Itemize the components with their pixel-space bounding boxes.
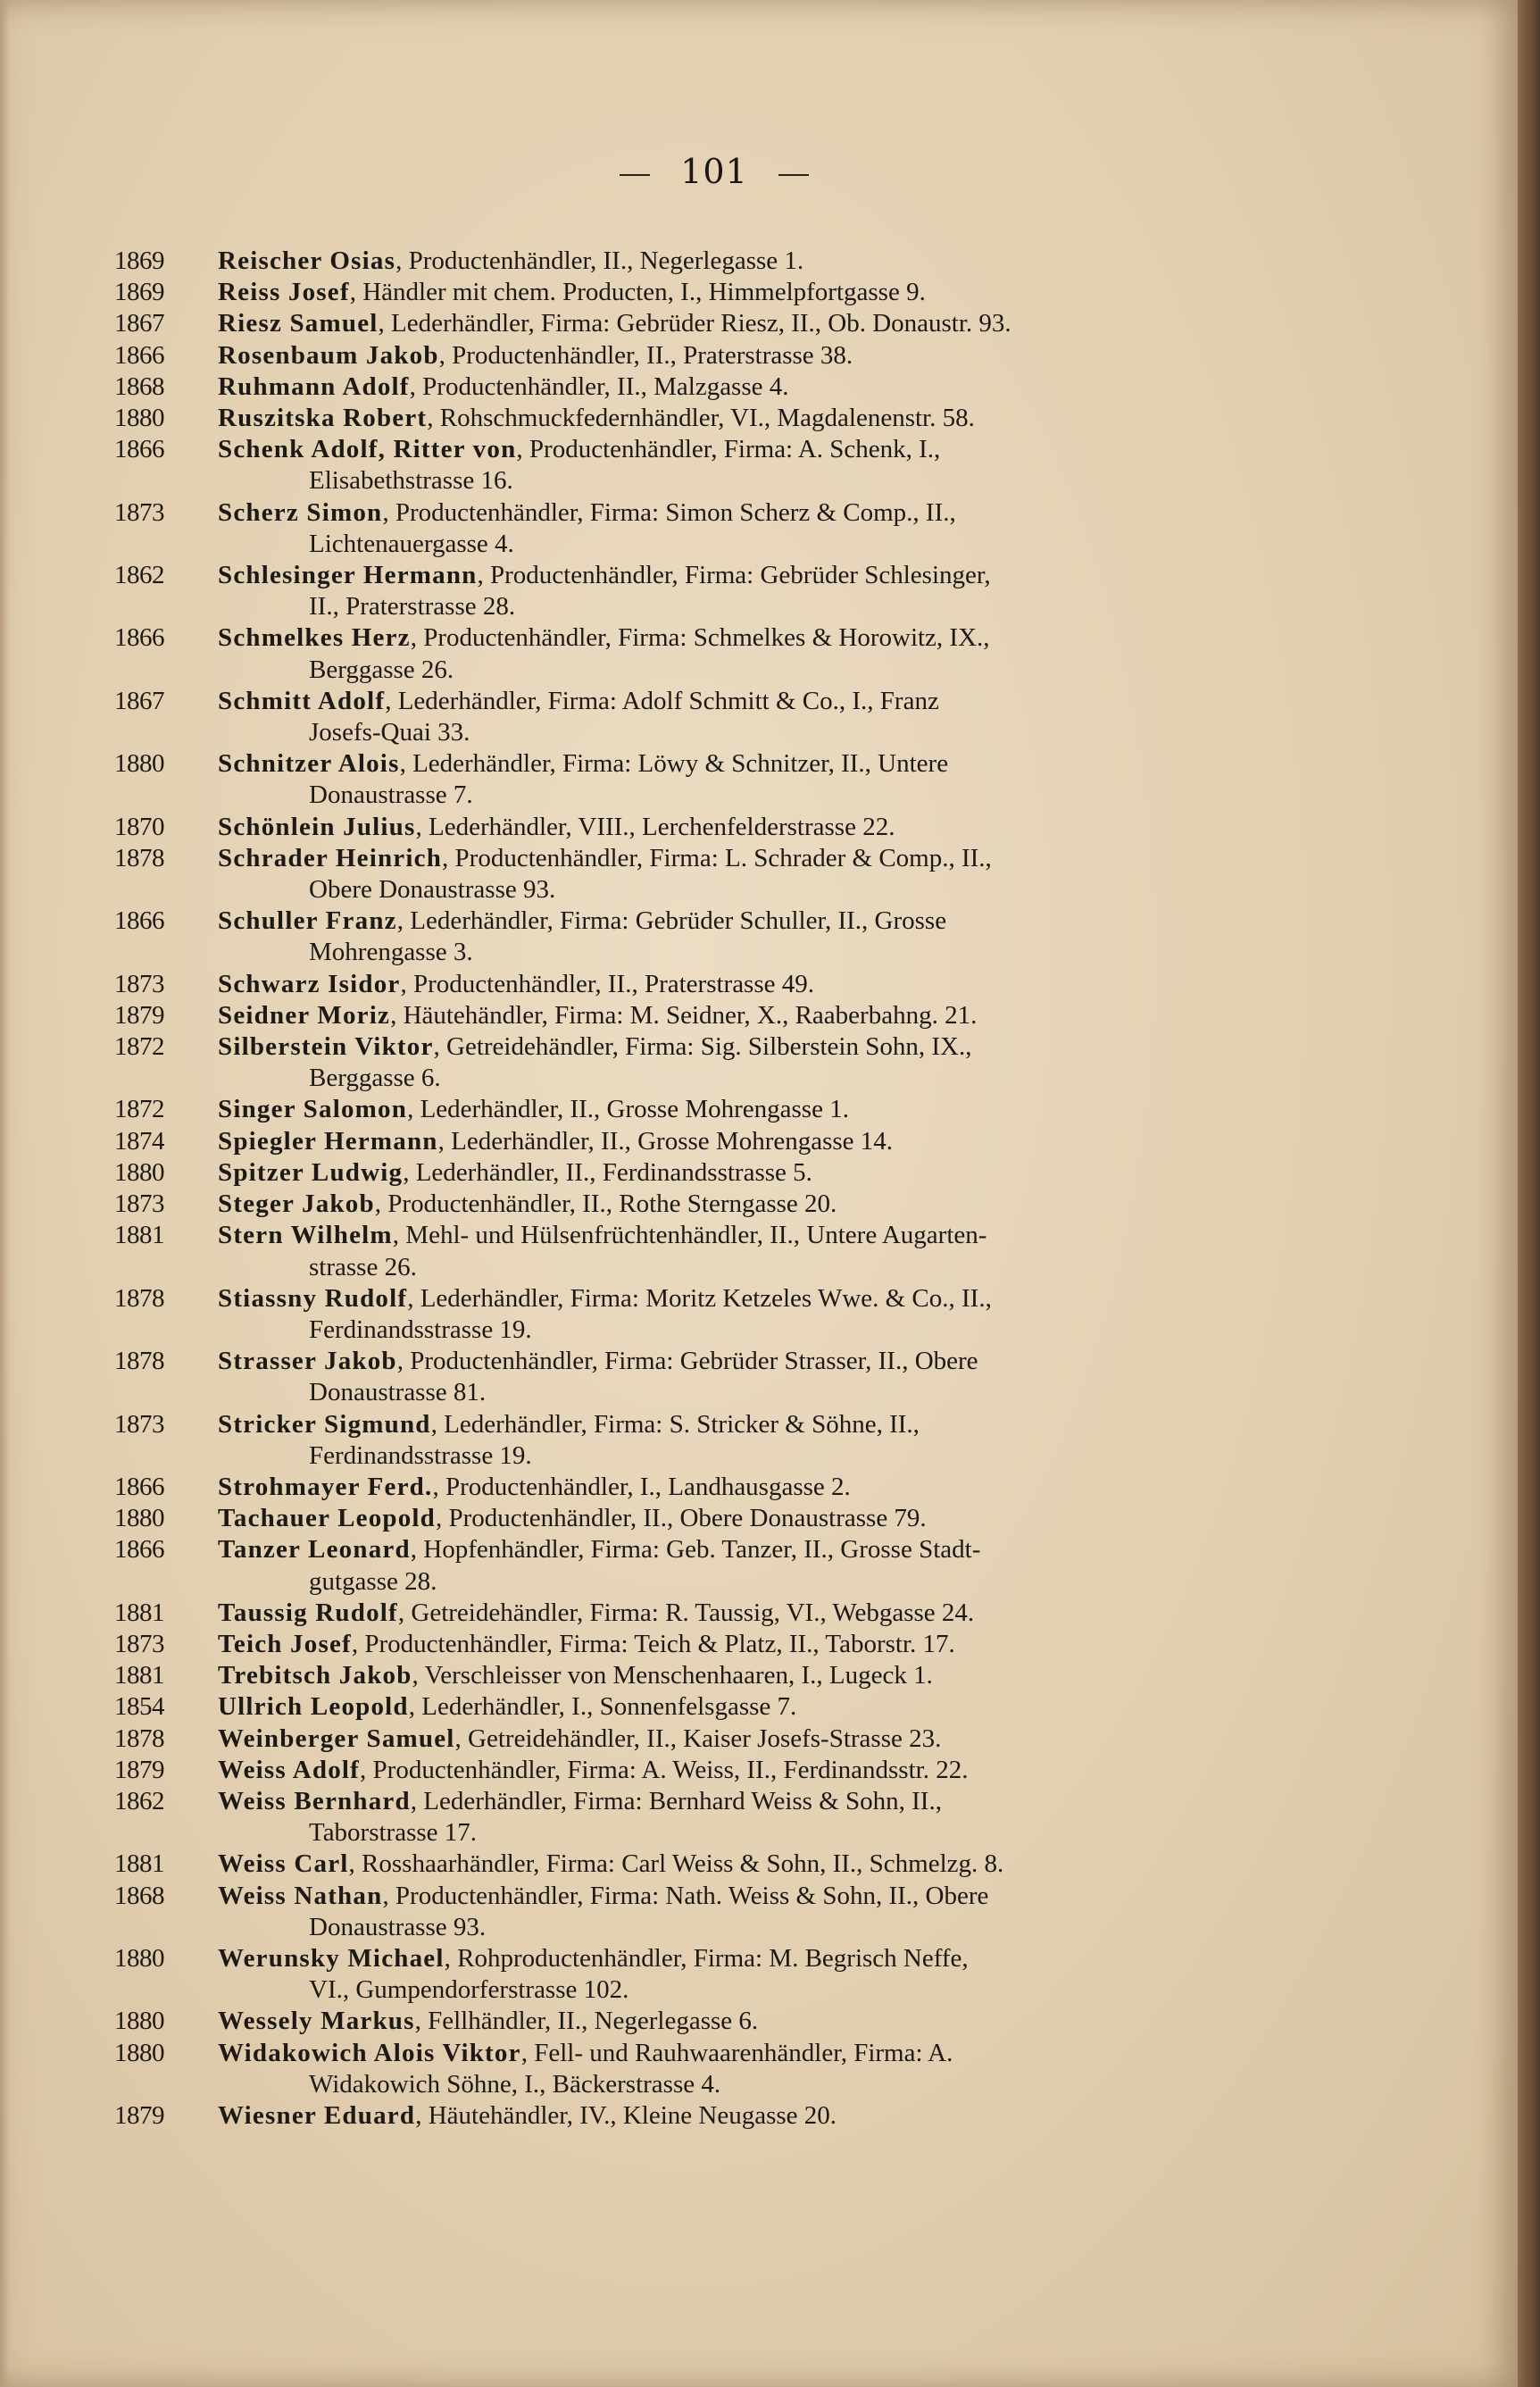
entry-year: 1872 [114,1032,164,1062]
page-gutter [0,0,9,2387]
entry-name: Taussig Rudolf [218,1598,398,1627]
entry-text [218,1126,1275,1157]
entry-description: , Rohproductenhändler, Firma: M. Begrisch Neffe, [444,1943,969,1973]
directory-entry [114,622,1275,685]
entry-name: Weiss Bernhard [218,1786,411,1815]
entry-name: Rosenbaum Jakob [218,340,439,370]
entry-description: , Lederhändler, II., Ferdinandsstrasse 5. [403,1157,812,1187]
entry-description: , Lederhändler, II., Grosse Mohrengasse 14. [437,1126,894,1156]
entry-continuation: Donaustrasse 81. [309,1378,487,1407]
directory-entry [114,308,1275,339]
entry-text [218,2100,1275,2132]
entry-description: , Productenhändler, Firma: Nath. Weiss & Sohn, II., Obere [382,1881,989,1910]
entry-description: , Getreidehändler, Firma: R. Taussig, VI., Webgasse 24. [397,1598,975,1627]
entry-description: , Productenhändler, Firma: Teich & Platz, II., Taborstr. 17. [351,1629,955,1658]
entry-name: Ruhmann Adolf [218,371,410,401]
entry-name: Wessely Markus [218,2007,415,2036]
entry-description: , Rosshaarhändler, Firma: Carl Weiss & Sohn, II., Schmelzg. 8. [348,1849,1004,1879]
entry-description: , Häutehändler, IV., Kleine Neugasse 20. [415,2100,837,2130]
directory-entry [114,969,1275,1000]
entry-name: Strasser Jakob [218,1347,397,1376]
entry-year: 1873 [114,1629,164,1658]
entry-name: Silberstein Viktor [218,1032,434,1062]
entry-text [218,1503,1275,1534]
entry-description: , Mehl- und Hülsenfrüchtenhändler, II., Untere Augarten- [392,1221,987,1250]
entry-name: Tanzer Leonard [218,1535,411,1565]
entry-text [218,308,1275,339]
entry-year: 1866 [114,340,164,370]
entry-year: 1880 [114,1504,164,1533]
entry-year: 1873 [114,1409,164,1439]
entry-continuation: VI., Gumpendorferstrasse 102. [309,1975,629,2005]
entry-text [218,371,1275,403]
entry-description: , Lederhändler, Firma: S. Stricker & Söhne, II., [430,1409,920,1439]
entry-year: 1874 [114,1126,164,1156]
entry-year: 1878 [114,1347,164,1376]
entry-name: Seidner Moriz [218,1000,391,1030]
entry-text [218,1881,1275,1943]
entry-continuation: strasse 26. [309,1252,417,1281]
directory-entry [114,2100,1275,2132]
directory-entry [114,403,1275,434]
entry-name: Schenk Adolf, Ritter von [218,435,517,464]
entry-description: , Lederhändler, II., Grosse Mohrengasse 1. [407,1095,849,1124]
entry-name: Spitzer Ludwig [218,1157,404,1187]
entry-description: , Productenhändler, II., Negerlegasse 1. [395,246,804,275]
entry-description: , Getreidehändler, II., Kaiser Josefs-Strasse 23. [454,1723,942,1753]
directory-entry [114,1472,1275,1503]
entry-year: 1881 [114,1849,164,1879]
directory-entry [114,1881,1275,1943]
directory-entry [114,1126,1275,1157]
directory-entry [114,1723,1275,1755]
entry-text [218,560,1275,622]
entry-name: Schwarz Isidor [218,969,401,998]
entry-year: 1881 [114,1221,164,1250]
directory-entry [114,2038,1275,2100]
entry-text [218,1189,1275,1220]
entry-year: 1866 [114,1472,164,1501]
entry-text [218,1943,1275,2006]
directory-entry [114,371,1275,403]
entry-year: 1869 [114,246,164,275]
entry-description: , Lederhändler, Firma: Bernhard Weiss & Sohn, II., [410,1786,942,1815]
entry-text [218,906,1275,968]
entry-text [218,1534,1275,1597]
entry-description: , Productenhändler, II., Obere Donaustrasse 79. [436,1504,927,1533]
entry-description: , Häutehändler, Firma: M. Seidner, X., Raaberbahng. 21. [390,1000,978,1030]
entry-name: Scherz Simon [218,497,383,527]
entry-text [218,1786,1275,1849]
directory-entry [114,434,1275,497]
entry-name: Ullrich Leopold [218,1692,409,1722]
directory-entry [114,2006,1275,2037]
entry-text [218,403,1275,434]
directory-entry [114,1849,1275,1880]
entry-continuation: gutgasse 28. [309,1566,437,1596]
entry-name: Trebitsch Jakob [218,1661,412,1690]
directory-entry [114,1503,1275,1534]
entry-year: 1880 [114,404,164,433]
entry-text [218,1691,1275,1723]
directory-entry [114,1157,1275,1189]
directory-entry [114,906,1275,968]
entry-description: , Productenhändler, Firma: L. Schrader & Comp., II., [442,843,992,872]
entry-year: 1873 [114,497,164,527]
entry-description: , Lederhändler, I., Sonnenfelsgasse 7. [408,1692,797,1722]
entry-description: , Rohschmuckfedernhändler, VI., Magdalenenstr. 58. [427,404,975,433]
entry-year: 1873 [114,969,164,998]
entry-name: Weinberger Samuel [218,1723,455,1753]
directory-entry [114,1660,1275,1691]
entry-description: , Lederhändler, Firma: Gebrüder Riesz, II., Ob. Donaustr. 93. [378,309,1011,338]
entry-year: 1878 [114,843,164,872]
directory-entry [114,246,1275,277]
entry-description: , Lederhändler, Firma: Löwy & Schnitzer, II., Untere [399,749,949,779]
entry-continuation: Obere Donaustrasse 93. [309,875,556,905]
entry-name: Singer Salomon [218,1095,408,1124]
entry-year: 1862 [114,1786,164,1815]
entry-continuation: Donaustrasse 7. [309,780,473,810]
directory-entry [114,1283,1275,1346]
entry-continuation: Josefs-Quai 33. [309,718,470,747]
entry-year: 1854 [114,1692,164,1722]
page-edge [1518,0,1540,2387]
entry-text [218,1660,1275,1691]
entry-text [218,843,1275,906]
directory-entry [114,686,1275,748]
entry-description: , Productenhändler, Firma: A. Schenk, I., [516,435,941,464]
entry-text [218,1598,1275,1629]
entry-text [218,277,1275,308]
entry-text [218,2006,1275,2037]
entry-description: , Hopfenhändler, Firma: Geb. Tanzer, II., Grosse Stadt- [410,1535,981,1565]
directory-entry [114,560,1275,622]
entry-name: Stricker Sigmund [218,1409,431,1439]
entry-description: , Productenhändler, Firma: A. Weiss, II., Ferdinandsstr. 22. [360,1755,969,1784]
entry-text [218,1220,1275,1282]
entry-text [218,622,1275,685]
entry-text [218,340,1275,371]
entry-year: 1878 [114,1283,164,1313]
entry-continuation: Taborstrasse 17. [309,1818,478,1848]
directory-entry [114,1346,1275,1408]
entry-description: , Lederhändler, VIII., Lerchenfelderstrasse 22. [415,812,895,841]
directory-entry [114,340,1275,371]
entry-name: Schnitzer Alois [218,749,400,779]
entry-name: Strohmayer Ferd. [218,1472,433,1501]
entry-name: Tachauer Leopold [218,1504,437,1533]
entry-text [218,748,1275,811]
entry-year: 1881 [114,1661,164,1690]
entry-text [218,246,1275,277]
entry-description: , Productenhändler, II., Malzgasse 4. [409,371,789,401]
page-number [0,152,1428,191]
entry-continuation: Ferdinandsstrasse 19. [309,1315,532,1344]
directory-entry [114,1786,1275,1849]
entry-continuation: Donaustrasse 93. [309,1912,487,1941]
directory-entry [114,1691,1275,1723]
directory-entry [114,1000,1275,1031]
entry-name: Widakowich Alois Viktor [218,2038,521,2067]
directory-entry [114,748,1275,811]
entry-name: Spiegler Hermann [218,1126,438,1156]
entry-continuation: Widakowich Söhne, I., Bäckerstrasse 4. [309,2069,721,2099]
entry-year: 1868 [114,1881,164,1910]
directory-entry [114,1629,1275,1660]
entry-description: , Productenhändler, II., Rothe Sterngasse 20. [374,1189,837,1219]
entry-continuation: Lichtenauergasse 4. [309,529,514,558]
entry-text [218,1283,1275,1346]
dash-left [620,174,650,176]
entry-text [218,686,1275,748]
entry-text [218,1755,1275,1786]
entry-year: 1866 [114,435,164,464]
entry-text [218,1346,1275,1408]
entry-year: 1880 [114,1943,164,1973]
entry-text [218,1000,1275,1031]
entry-year: 1880 [114,1157,164,1187]
entry-year: 1869 [114,278,164,307]
page-number-text: 101 [680,152,748,191]
entry-name: Ruszitska Robert [218,404,428,433]
entry-name: Reiss Josef [218,278,350,307]
entry-text [218,1849,1275,1880]
entry-text [218,1409,1275,1472]
entry-name: Weiss Nathan [218,1881,383,1910]
entry-year: 1866 [114,1535,164,1565]
entry-name: Weiss Carl [218,1849,349,1879]
directory-entry [114,1409,1275,1472]
directory-entry [114,277,1275,308]
entry-text [218,1723,1275,1755]
directory-entry [114,1598,1275,1629]
entry-text [218,1031,1275,1094]
directory-entry [114,1220,1275,1282]
entry-continuation: Ferdinandsstrasse 19. [309,1440,532,1470]
entry-name: Reischer Osias [218,246,396,275]
entry-year: 1862 [114,561,164,590]
directory-entry [114,497,1275,560]
entry-name: Schmelkes Herz [218,623,411,653]
entry-text [218,2038,1275,2100]
entry-text [218,1157,1275,1189]
entry-year: 1873 [114,1189,164,1219]
entry-description: , Productenhändler, I., Landhausgasse 2. [432,1472,851,1501]
entry-continuation: II., Praterstrasse 28. [309,592,516,622]
entry-description: , Productenhändler, Firma: Simon Scherz & Comp., II., [382,497,956,527]
entry-description: , Productenhändler, II., Praterstrasse 38. [438,340,853,370]
directory-entry [114,1094,1275,1125]
entry-name: Schlesinger Hermann [218,561,478,590]
directory-entry [114,1031,1275,1094]
directory-entry [114,1189,1275,1220]
entry-text [218,969,1275,1000]
entry-name: Schrader Heinrich [218,843,443,872]
entry-name: Schmitt Adolf [218,686,386,715]
entry-year: 1867 [114,686,164,715]
directory-entry [114,1755,1275,1786]
entry-description: , Fellhändler, II., Negerlegasse 6. [414,2007,759,2036]
directory-entry [114,1943,1275,2006]
entry-continuation: Mohrengasse 3. [309,938,473,967]
entry-description: , Productenhändler, Firma: Schmelkes & Horowitz, IX., [410,623,990,653]
directory-entry [114,1534,1275,1597]
entry-year: 1879 [114,2100,164,2130]
entry-description: , Productenhändler, Firma: Gebrüder Schlesinger, [477,561,991,590]
entry-year: 1880 [114,2007,164,2036]
entry-text [218,812,1275,843]
entry-continuation: Berggasse 6. [309,1064,441,1093]
entry-name: Schönlein Julius [218,812,416,841]
entry-name: Weiss Adolf [218,1755,361,1784]
entry-text [218,1472,1275,1503]
entry-year: 1866 [114,623,164,653]
entry-year: 1879 [114,1000,164,1030]
entry-description: , Lederhändler, Firma: Adolf Schmitt & Co., I., Franz [385,686,939,715]
entry-year: 1870 [114,812,164,841]
entry-description: , Productenhändler, II., Praterstrasse 49. [400,969,815,998]
entry-continuation: Berggasse 26. [309,655,454,684]
entry-continuation: Elisabethstrasse 16. [309,466,513,496]
entry-text [218,497,1275,560]
entry-year: 1872 [114,1095,164,1124]
entry-name: Werunsky Michael [218,1943,445,1973]
entry-text [218,1629,1275,1660]
directory-list [114,246,1275,2132]
entry-year: 1880 [114,2038,164,2067]
entry-year: 1868 [114,371,164,401]
entry-description: , Verschleisser von Menschenhaaren, I., Lugeck 1. [412,1661,933,1690]
entry-year: 1880 [114,749,164,779]
entry-year: 1867 [114,309,164,338]
entry-description: , Productenhändler, Firma: Gebrüder Strasser, II., Obere [396,1347,978,1376]
entry-name: Schuller Franz [218,906,397,936]
directory-entry [114,812,1275,843]
entry-name: Stiassny Rudolf [218,1283,408,1313]
entry-text [218,434,1275,497]
entry-description: , Lederhändler, Firma: Moritz Ketzeles Wwe. & Co., II., [407,1283,992,1313]
entry-name: Stern Wilhelm [218,1221,393,1250]
entry-name: Wiesner Eduard [218,2100,416,2130]
entry-description: , Fell- und Rauhwaarenhändler, Firma: A. [520,2038,953,2067]
entry-text [218,1094,1275,1125]
entry-year: 1879 [114,1755,164,1784]
entry-description: , Lederhändler, Firma: Gebrüder Schuller, II., Grosse [396,906,947,936]
entry-description: , Getreidehändler, Firma: Sig. Silberstein Sohn, IX., [433,1032,972,1062]
entry-name: Steger Jakob [218,1189,375,1219]
entry-year: 1878 [114,1723,164,1753]
entry-description: , Händler mit chem. Producten, I., Himmelpfortgasse 9. [349,278,926,307]
entry-year: 1881 [114,1598,164,1627]
entry-name: Teich Josef [218,1629,352,1658]
dash-right [778,174,809,176]
directory-entry [114,843,1275,906]
entry-name: Riesz Samuel [218,309,379,338]
entry-year: 1866 [114,906,164,936]
